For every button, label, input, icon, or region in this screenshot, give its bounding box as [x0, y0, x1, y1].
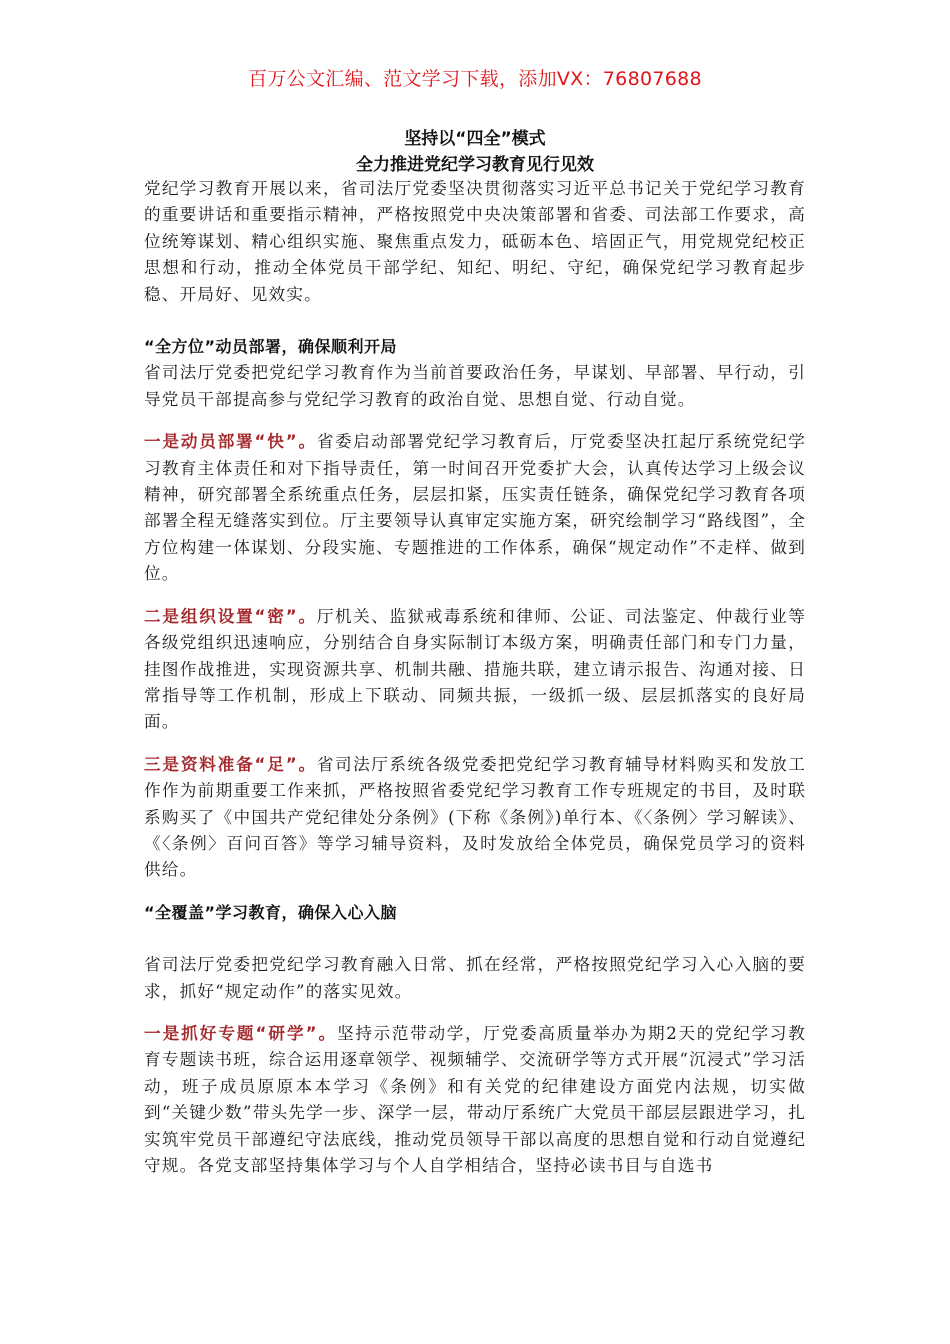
item-lead: 一是抓好专题“研学”。: [144, 1023, 338, 1043]
section2-item-1: [144, 1021, 806, 1179]
item-text: 坚持示范带动学，厅党委高质量举办为期2天的党纪学习教育专题读书班，综合运用逐章领学、视频辅学、交流研学等方式开展“沉浸式”学习活动，班子成员原原本本学习《条例》和有关党的纪律建设方面党内法规，切实做到“关键少数”带头先学一步、深学一层，带动厅系统广大党员干部层层跟进学习，扎实筑牢党员干部遵纪守法底线，推动党员领导干部以高度的思想自觉和行动自觉遵纪守规。各党支部坚持集体学习与个人自学相结合，坚持必读书目与自选书: [144, 1023, 806, 1175]
section2-heading: “全覆盖”学习教育，确保入心入脑: [144, 902, 398, 922]
item-text: 省委启动部署党纪学习教育后，厅党委坚决扛起厅系统党纪学习教育主体责任和对下指导责任，第一时间召开党委扩大会，认真传达学习上级会议精神，研究部署全系统重点任务，层层扣紧，压实责任链条，确保党纪学习教育各项部署全程无缝落实到位。厅主要领导认真审定实施方案，研究绘制学习“路线图”，全方位构建一体谋划、分段实施、专题推进的工作体系，确保“规定动作”不走样、做到位。: [144, 432, 807, 584]
title-line-1: 坚持以“四全”模式: [404, 129, 546, 149]
section1-item-2: [144, 604, 806, 736]
intro-paragraph: 党纪学习教育开展以来，省司法厅党委坚决贯彻落实习近平总书记关于党纪学习教育的重要讲话和重要指示精神，严格按照党中央决策部署和省委、司法部工作要求，高位统筹谋划、精心组织实施、聚焦重点发力，砥砺本色、培固正气，用党规党纪校正思想和行动，推动全体党员干部学纪、知纪、明纪、守纪，确保党纪学习教育起步稳、开局好、见效实。: [144, 179, 806, 304]
item-lead: 二是组织设置“密”。: [144, 606, 317, 626]
item-lead: 一是动员部署“快”。: [144, 432, 317, 452]
document-body: [144, 176, 806, 1179]
section1-item-3: [144, 752, 806, 884]
title-line-2: 全力推进党纪学习教育见行见效: [356, 155, 594, 175]
promo-banner: 百万公文汇编、范文学习下载，添加VX：76807688: [248, 68, 702, 90]
item-lead: 三是资料准备“足”。: [144, 754, 317, 774]
section1-intro: 省司法厅党委把党纪学习教育作为当前首要政治任务，早谋划、早部署、早行动，引导党员干部提高参与党纪学习教育的政治自觉、思想自觉、行动自觉。: [144, 363, 806, 409]
item-text: 厅机关、监狱戒毒系统和律师、公证、司法鉴定、仲裁行业等各级党组织迅速响应，分别结合自身实际制订本级方案，明确责任部门和专门力量，挂图作战推进，实现资源共享、机制共融、措施共联，建立请示报告、沟通对接、日常指导等工作机制，形成上下联动、同频共振，一级抓一级、层层抓落实的良好局面。: [144, 606, 807, 732]
section2-intro: 省司法厅党委把党纪学习教育融入日常、抓在经常，严格按照党纪学习入心入脑的要求，抓好“规定动作”的落实见效。: [144, 955, 806, 1001]
item-text: 省司法厅系统各级党委把党纪学习教育辅导材料购买和发放工作作为前期重要工作来抓，严格按照省委党纪学习教育工作专班规定的书目，及时联系购买了《中国共产党纪律处分条例》(下称《条例》)单行本、《〈条例〉学习解读》、《〈条例〉百问百答》等学习辅导资料，及时发放给全体党员，确保党员学习的资料供给。: [144, 754, 807, 880]
section1-item-1: [144, 429, 806, 587]
section1-heading: “全方位”动员部署，确保顺利开局: [144, 337, 398, 357]
